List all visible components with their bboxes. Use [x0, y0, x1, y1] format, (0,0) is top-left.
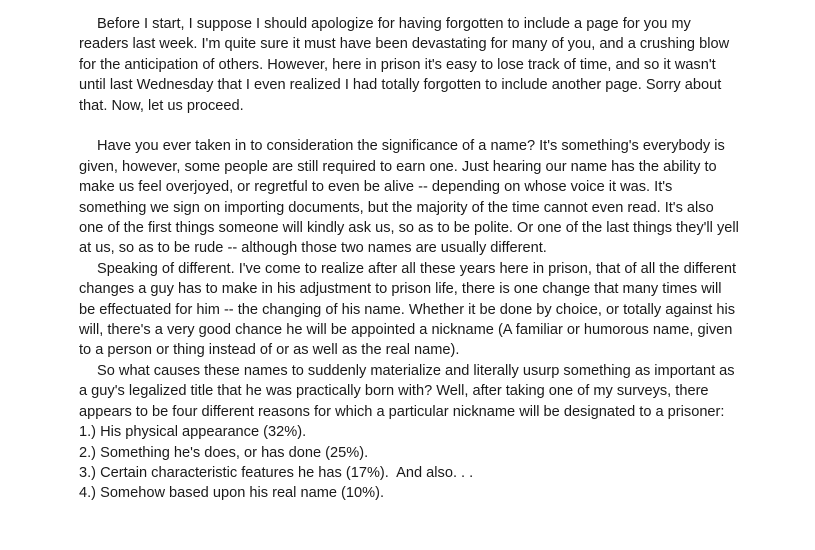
paragraph-significance-of-name: Have you ever taken in to consideration the significance of a name? It's something's everybody is given, however, some people are still required to earn one. Just hearing our name has the ability to make us feel overjoyed, or regretful to even be alive -- depending on whose voice it was. It's something we sign on importing documents, but the majority of the time cannot even read. It's also one of the first things someone will kindly ask us, so as to be polite. Or one of the last things they'll yell at us, so as to be rude -- although those two names are usually different.: [79, 138, 739, 257]
list-item: 3.) Certain characteristic features he has (17%). And also. . .: [79, 464, 474, 481]
document-page: [79, 14, 739, 504]
list-item: 1.) His physical appearance (32%).: [79, 424, 307, 441]
nickname-reasons-list: [79, 422, 739, 504]
paragraph-apology: Before I start, I suppose I should apologize for having forgotten to include a page for you my readers last week. I'm quite sure it must have been devastating for many of you, and a crushing blow for the anticipation of others. However, here in prison it's easy to lose track of time, and so it wasn't until last Wednesday that I even realized I had totally forgotten to include another page. Sorry about that. Now, let us proceed.: [79, 16, 730, 114]
paragraph-survey-intro: So what causes these names to suddenly materialize and literally usurp something as important as a guy's legalized title that he was practically born with? Well, after taking one of my surveys, there appears to be four different reasons for which a particular nickname will be designated to a prisoner:: [79, 362, 735, 420]
paragraph-spacer: [79, 116, 739, 136]
paragraph-speaking-of-different: Speaking of different. I've come to realize after all these years here in prison, that of all the different changes a guy has to make in his adjustment to prison life, there is one change that many times will be effectuated for him -- the changing of his name. Whether it be done by choice, or totally against his will, there's a very good chance he will be appointed a nickname (A familiar or humorous name, given to a person or thing instead of or as well as the real name).: [79, 260, 737, 359]
list-item: 2.) Something he's does, or has done (25%).: [79, 444, 369, 461]
list-item: 4.) Somehow based upon his real name (10%).: [79, 485, 385, 502]
